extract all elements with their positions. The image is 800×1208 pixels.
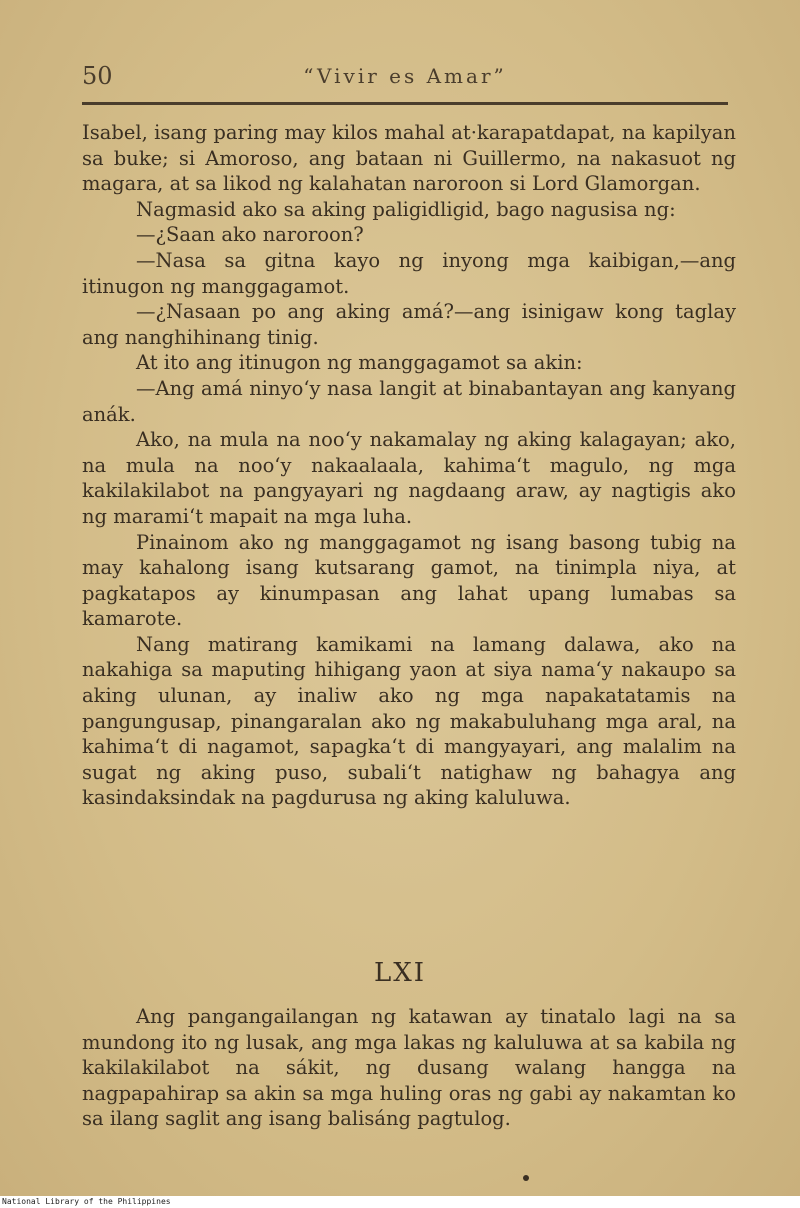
paragraph: —¿Saan ako naroroon? — [136, 223, 364, 247]
paragraph: —Nasa sa gitna kayo ng inyong mga kaibigan,—ang itinugon ng manggagamot. — [82, 248, 736, 298]
body-text — [82, 120, 736, 811]
paragraph: Isabel, isang paring may kilos mahal at·karapatdapat, na kapilyan sa buke; si Amoroso, ang bataan ni Guillermo, na nakasuot ng magara, at sa likod ng kalahatan naroroon si Lord Glamorgan. — [82, 121, 736, 196]
chapter-paragraph: Ang pangangailangan ng katawan ay tinatalo lagi na sa mundong ito ng lusak, ang mga lakas ng kaluluwa at sa kabila ng kakilakilabot na sákit, ng dusang walang hangga na nagpapahirap sa akin sa mga huling oras ng gabi ay nakamtan ko sa ilang saglit ang isang balisáng pagtulog. — [82, 1005, 736, 1131]
paragraph: At ito ang itinugon ng manggagamot sa akin: — [136, 351, 583, 375]
chapter-heading: LXI — [373, 958, 427, 988]
paragraph: Pinainom ako ng manggagamot ng isang basong tubig na may kahalong isang kutsarang gamot, na tinimpla niya, at pagkatapos ay kinumpasan ang lahat upang lumabas sa kamarote. — [82, 530, 736, 631]
page-header — [82, 62, 728, 96]
running-title: “Vivir es Amar” — [303, 64, 507, 88]
ink-dot — [523, 1175, 529, 1181]
paragraph: —¿Nasaan po ang aking amá?—ang isinigaw kong taglay ang nanghihinang tinig. — [82, 300, 736, 349]
footer-credit: National Library of the Philippines — [0, 1196, 800, 1208]
page-number: 50 — [82, 62, 113, 90]
paragraph: Nagmasid ako sa aking paligidligid, bago nagusisa ng: — [136, 197, 676, 221]
paragraph: —Ang amá ninyo‘y nasa langit at binabantayan ang kanyang anák. — [82, 376, 736, 426]
header-rule — [82, 102, 728, 105]
paragraph: Nang matirang kamikami na lamang dalawa, ako na nakahiga sa maputing hihigang yaon at siya nama‘y nakaupo sa aking ulunan, ay inaliw ako ng mga napakatatamis na pangungusap, pinangaralan ako ng makabuluhang mga aral, na kahima‘t di nagamot, sapagka‘t di mangyayari, ang malalim na sugat ng aking puso, subali‘t natighaw ng bahagya ang kasindaksindak na pagdurusa ng aking kaluluwa. — [82, 632, 736, 810]
paragraph: Ako, na mula na noo‘y nakamalay ng aking kalagayan; ako, na mula na noo‘y nakaalaala, kahima‘t magulo, ng mga kakilakilabot na pangyayari ng nagdaang araw, ay nagtigis ako ng marami‘t mapait na mga luha. — [82, 428, 736, 528]
